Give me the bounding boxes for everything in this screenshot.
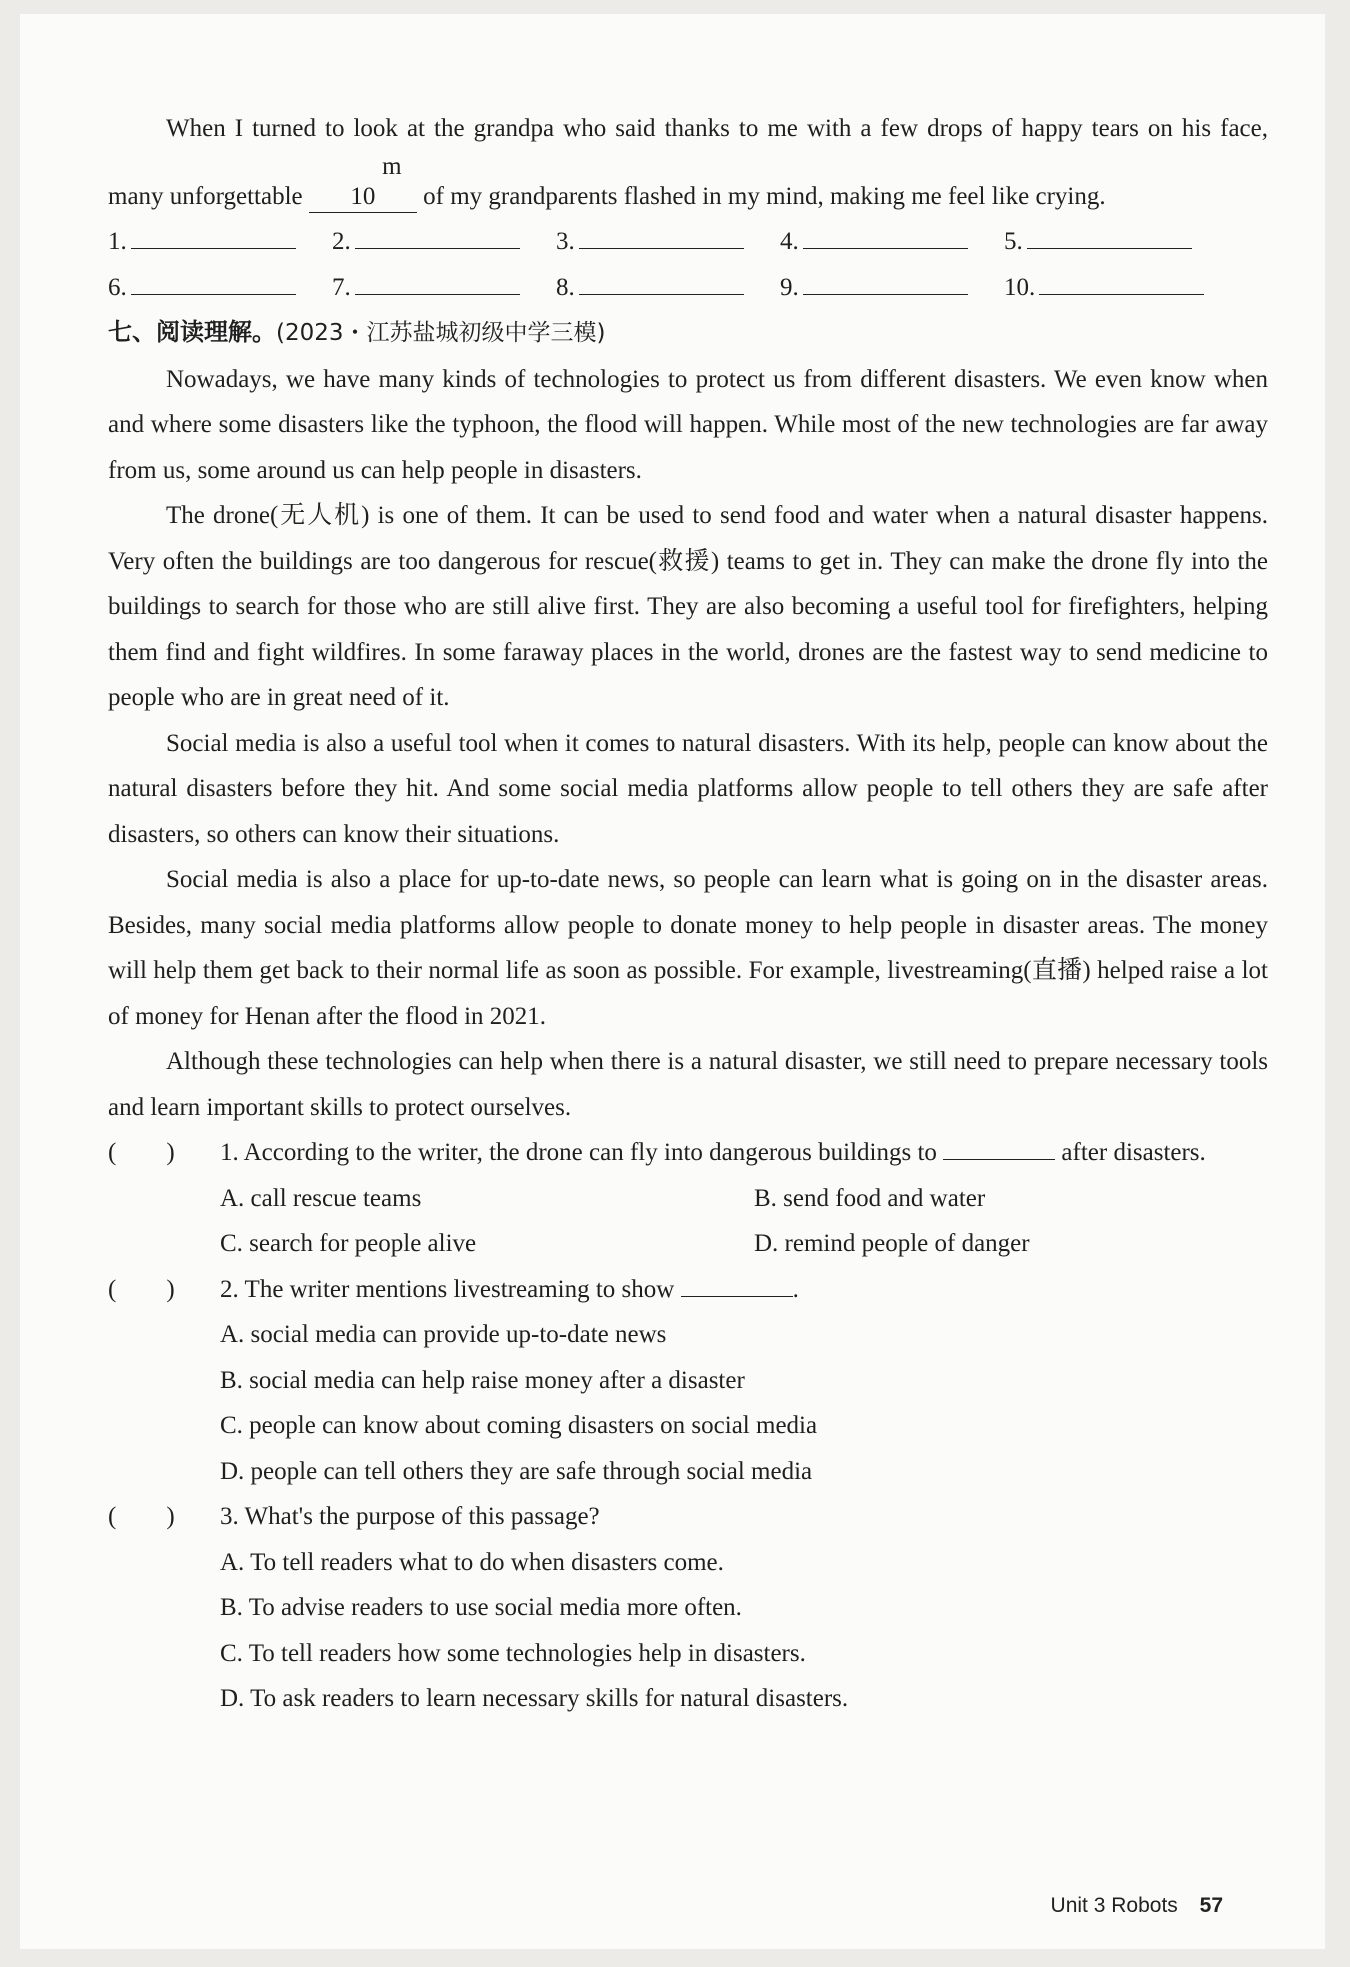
answer-line[interactable] (1027, 222, 1192, 249)
footer-title: Robots (1111, 1894, 1178, 1917)
passage-paragraph: Social media is also a place for up-to-date news, so people can learn what is going on in the disaster areas. Besides, many social media platforms allow people to donate money to help people in disaster areas. The money will help them get back to their normal life as soon as possible. For example, livestreaming(直播) helped raise a lot of money for Henan after the flood in 2021. (108, 866, 1268, 1030)
answer-line[interactable] (803, 268, 968, 295)
question-3-options (108, 1540, 1268, 1722)
answer-number: 5. (1004, 228, 1023, 255)
answer-line[interactable] (131, 268, 296, 295)
question-stem (220, 1267, 1268, 1313)
answer-row (108, 265, 1268, 311)
question-stem (220, 1494, 1268, 1540)
answer-cell (108, 219, 332, 265)
option-c[interactable]: C. search for people alive (220, 1230, 477, 1257)
option-a[interactable]: A. social media can provide up-to-date news (220, 1321, 667, 1348)
answer-line[interactable] (355, 222, 520, 249)
page-footer (1051, 1894, 1223, 1918)
question-2 (108, 1267, 1268, 1313)
passage-paragraph: Nowadays, we have many kinds of technologies to protect us from different disasters. We even know when and where some disasters like the typhoon, the flood will happen. While most of the new technologies are far away from us, some around us can help people in disasters. (108, 365, 1268, 484)
passage-top-before: When I turned to look at the grandpa who said thanks to me with a few drops of happy tears on his face, many unforgettable (108, 115, 1268, 210)
question-stem-text: after disasters. (1055, 1139, 1206, 1166)
passage-paragraph: The drone(无人机) is one of them. It can be used to send food and water when a natural disaster happens. Very often the buildings are too dangerous for rescue(救援) teams to get in. They can make the drone fly into the buildings to search for those who are still alive first. They are also becoming a useful tool for firefighters, helping them find and fight wildfires. In some faraway places in the world, drones are the fastest way to send medicine to people who are in great need of it. (108, 502, 1268, 711)
answer-cell (1004, 219, 1228, 265)
question-stem-text: 1. According to the writer, the drone can fly into dangerous buildings to (220, 1139, 944, 1166)
answer-cell (1004, 265, 1228, 311)
answer-blank-10[interactable]: m 10 (309, 152, 417, 213)
option-a[interactable]: A. To tell readers what to do when disasters come. (220, 1548, 724, 1576)
question-blank (943, 1159, 1055, 1160)
question-stem-text: 2. The writer mentions livestreaming to show (220, 1275, 681, 1303)
footer-unit: Unit 3 (1050, 1894, 1106, 1917)
answer-number: 10. (1004, 273, 1036, 301)
question-3 (108, 1494, 1268, 1540)
question-1 (108, 1130, 1268, 1176)
answer-cell (556, 219, 780, 265)
answer-number: 4. (780, 228, 799, 255)
answer-number: 1. (108, 228, 127, 255)
option-d[interactable]: D. To ask readers to learn necessary skills for natural disasters. (220, 1685, 849, 1712)
section-source: (2023・江苏盐城初级中学三模) (276, 320, 606, 346)
passage-top (108, 106, 1268, 219)
page-content (108, 106, 1268, 1722)
question-stem-text: 3. What's the purpose of this passage? (220, 1503, 600, 1530)
option-b[interactable]: B. To advise readers to use social media more often. (220, 1594, 742, 1621)
document-page (20, 14, 1325, 1949)
option-c[interactable]: C. To tell readers how some technologies help in disasters. (220, 1639, 806, 1667)
answer-number: 6. (108, 273, 127, 301)
option-d[interactable]: D. remind people of danger (754, 1230, 1030, 1257)
answer-cell (108, 265, 332, 311)
answer-cell (332, 219, 556, 265)
answer-cell (780, 219, 1004, 265)
answer-line[interactable] (579, 268, 744, 295)
passage-top-after: of my grandparents flashed in my mind, making me feel like crying. (416, 182, 1106, 210)
passage-paragraph: Although these technologies can help when there is a natural disaster, we still need to prepare necessary tools and learn important skills to protect ourselves. (108, 1048, 1268, 1121)
answer-cell (332, 265, 556, 311)
passage-paragraph: Social media is also a useful tool when it comes to natural disasters. With its help, people can know about the natural disasters before they hit. And some social media platforms allow people to tell others they are safe after disasters, so others can know their situations. (108, 729, 1268, 848)
answer-line[interactable] (803, 222, 968, 249)
answer-bracket[interactable]: ( ) (108, 1139, 175, 1166)
answer-lines (108, 219, 1268, 310)
answer-line[interactable] (131, 222, 296, 249)
question-blank (681, 1296, 793, 1297)
option-c[interactable]: C. people can know about coming disasters on social media (220, 1412, 818, 1439)
option-b[interactable]: B. social media can help raise money after a disaster (220, 1366, 745, 1394)
answer-line[interactable] (1039, 268, 1204, 295)
answer-line[interactable] (355, 268, 520, 295)
answer-number: 2. (332, 228, 351, 255)
question-2-options (108, 1312, 1268, 1494)
answer-cell (556, 265, 780, 311)
answer-row (108, 219, 1268, 265)
answer-bracket[interactable]: ( ) (108, 1503, 175, 1530)
section-heading (108, 310, 1268, 357)
answer-number: 3. (556, 228, 575, 255)
option-b[interactable]: B. send food and water (754, 1184, 986, 1212)
answer-line[interactable] (579, 222, 744, 249)
answer-number: 9. (780, 273, 799, 301)
option-a[interactable]: A. call rescue teams (220, 1184, 422, 1212)
question-1-options (108, 1176, 1268, 1267)
question-stem (220, 1130, 1268, 1176)
answer-cell (780, 265, 1004, 311)
section-title: 七、阅读理解。 (108, 318, 276, 346)
answer-number: 8. (556, 273, 575, 301)
answer-bracket[interactable]: ( ) (108, 1275, 175, 1303)
option-d[interactable]: D. people can tell others they are safe through social media (220, 1457, 813, 1485)
answer-number: 7. (332, 273, 351, 301)
question-stem-text: . (792, 1275, 799, 1303)
page-number: 57 (1199, 1894, 1223, 1917)
